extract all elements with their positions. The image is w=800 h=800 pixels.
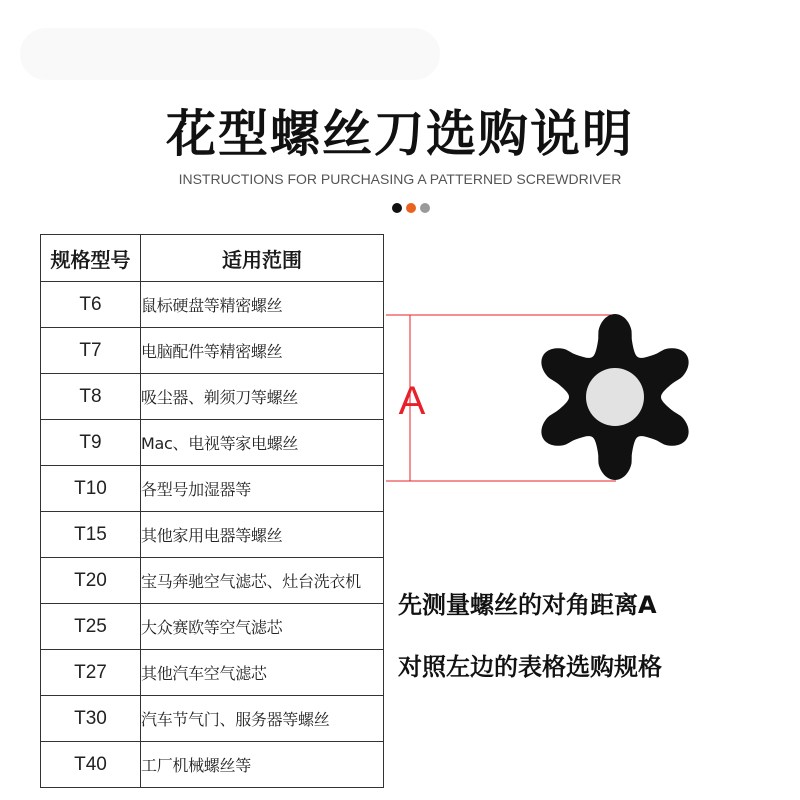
model-cell: T20	[41, 558, 141, 604]
model-cell: T27	[41, 650, 141, 696]
table-row	[41, 604, 384, 650]
header-model: 规格型号	[41, 235, 141, 282]
header-range: 适用范围	[141, 235, 384, 282]
torx-diagram	[386, 300, 706, 500]
table-row	[41, 328, 384, 374]
table-row	[41, 650, 384, 696]
model-cell: T7	[41, 328, 141, 374]
range-cell: 鼠标硬盘等精密螺丝	[141, 282, 384, 328]
dot-orange	[406, 203, 416, 213]
range-cell: 各型号加湿器等	[141, 466, 384, 512]
model-cell: T40	[41, 742, 141, 788]
range-cell: 大众赛欧等空气滤芯	[141, 604, 384, 650]
spec-table	[40, 234, 384, 788]
model-cell: T30	[41, 696, 141, 742]
table-row	[41, 374, 384, 420]
range-cell: 其他汽车空气滤芯	[141, 650, 384, 696]
table-row	[41, 466, 384, 512]
dot-gray	[420, 203, 430, 213]
table-row	[41, 558, 384, 604]
model-cell: T10	[41, 466, 141, 512]
range-cell: Mac、电视等家电螺丝	[141, 420, 384, 466]
spec-table-body	[41, 282, 384, 788]
table-row	[41, 512, 384, 558]
instruction-select: 对照左边的表格选购规格	[398, 653, 662, 681]
model-cell: T15	[41, 512, 141, 558]
range-cell: 其他家用电器等螺丝	[141, 512, 384, 558]
table-row	[41, 696, 384, 742]
range-cell: 汽车节气门、服务器等螺丝	[141, 696, 384, 742]
dimension-label: A	[398, 379, 426, 423]
page-title: 花型螺丝刀选购说明	[166, 105, 634, 163]
table-row	[41, 420, 384, 466]
blurred-banner	[20, 28, 440, 80]
torx-star-icon	[541, 314, 688, 480]
range-cell: 电脑配件等精密螺丝	[141, 328, 384, 374]
model-cell: T8	[41, 374, 141, 420]
instruction-measure: 先测量螺丝的对角距离A	[398, 591, 657, 619]
range-cell: 宝马奔驰空气滤芯、灶台洗衣机	[141, 558, 384, 604]
model-cell: T25	[41, 604, 141, 650]
table-row	[41, 282, 384, 328]
table-row	[41, 742, 384, 788]
decorative-dots	[392, 203, 430, 213]
dot-black	[392, 203, 402, 213]
model-cell: T6	[41, 282, 141, 328]
model-cell: T9	[41, 420, 141, 466]
table-header-row	[41, 235, 384, 282]
range-cell: 工厂机械螺丝等	[141, 742, 384, 788]
page-subtitle: INSTRUCTIONS FOR PURCHASING A PATTERNED SCREWDRIVER	[178, 171, 622, 187]
range-cell: 吸尘器、剃须刀等螺丝	[141, 374, 384, 420]
